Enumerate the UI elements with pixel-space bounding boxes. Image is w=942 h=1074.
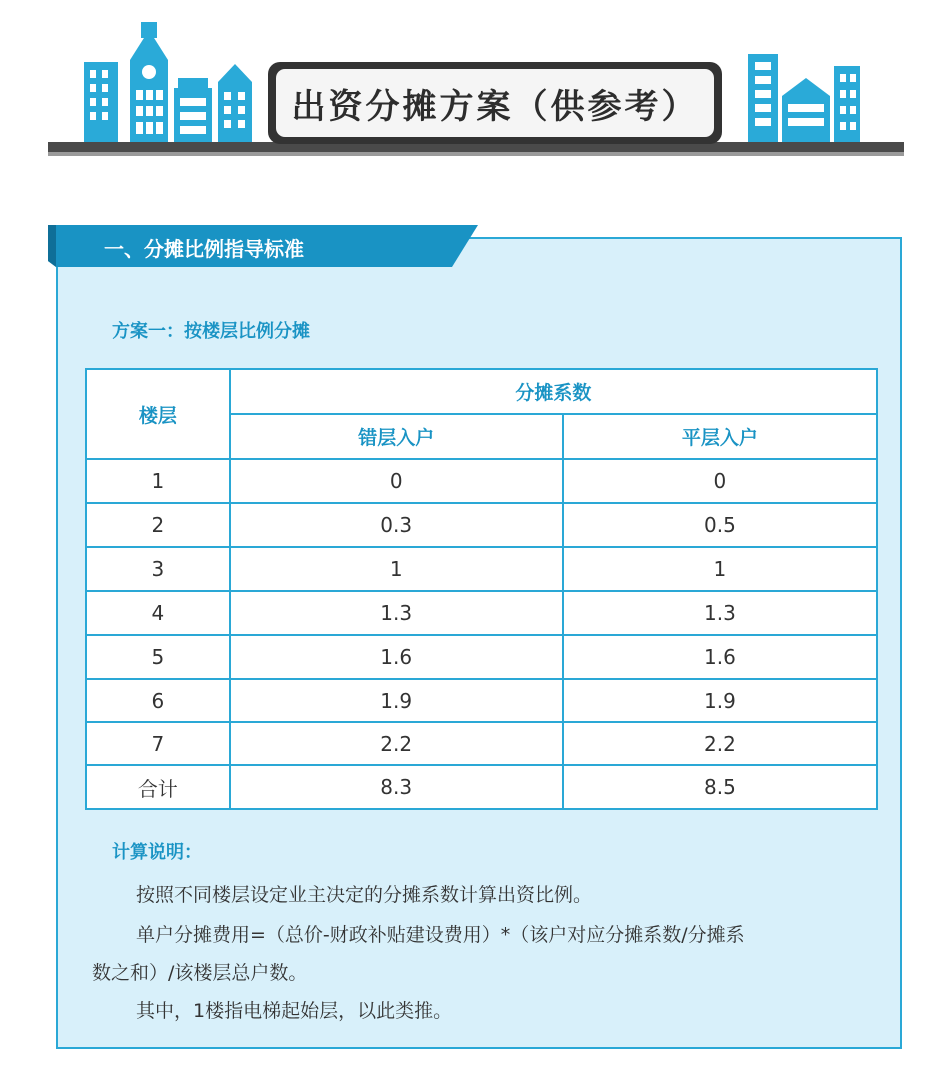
cell-floor: 1 xyxy=(86,459,230,503)
table-row xyxy=(86,503,877,547)
table-row xyxy=(86,722,877,765)
cell-split-level: 0.3 xyxy=(230,503,563,547)
plan-title: 方案一：按楼层比例分摊 xyxy=(112,321,310,342)
cell-split-level: 2.2 xyxy=(230,722,563,765)
cell-split-level: 1.9 xyxy=(230,679,563,722)
table-header-row xyxy=(86,369,877,414)
cell-floor: 3 xyxy=(86,547,230,591)
section-title: 一、分摊比例指导标准 xyxy=(104,237,304,261)
cell-flat-level: 1 xyxy=(563,547,877,591)
cell-split-level: 1 xyxy=(230,547,563,591)
cell-floor: 5 xyxy=(86,635,230,679)
cell-split-level: 1.3 xyxy=(230,591,563,635)
cell-split-level: 1.6 xyxy=(230,635,563,679)
page-title: 出资分摊方案（供参考） xyxy=(291,86,699,127)
cell-flat-level: 1.9 xyxy=(563,679,877,722)
allocation-table xyxy=(85,368,878,810)
cell-flat-level: 0 xyxy=(563,459,877,503)
cell-total-label: 合计 xyxy=(86,765,230,809)
table-row xyxy=(86,635,877,679)
building-left-4 xyxy=(218,82,252,142)
note-line-2: 单户分摊费用=（总价-财政补贴建设费用）*（该户对应分摊系数/分摊系 xyxy=(136,924,745,946)
header-floor: 楼层 xyxy=(86,369,230,459)
table-total-row xyxy=(86,765,877,809)
cell-floor: 4 xyxy=(86,591,230,635)
cell-flat-level: 2.2 xyxy=(563,722,877,765)
cell-flat-level: 1.3 xyxy=(563,591,877,635)
cell-total-split-level: 8.3 xyxy=(230,765,563,809)
cell-floor: 7 xyxy=(86,722,230,765)
header-split-level-entry: 错层入户 xyxy=(230,414,563,459)
building-left-1 xyxy=(84,62,118,142)
title-plate xyxy=(276,69,714,137)
note-line-3: 其中，1楼指电梯起始层，以此类推。 xyxy=(136,1000,453,1022)
calculation-title: 计算说明： xyxy=(112,842,202,863)
table-row xyxy=(86,459,877,503)
table-row xyxy=(86,679,877,722)
header-ground-shadow xyxy=(48,152,904,156)
cell-floor: 6 xyxy=(86,679,230,722)
header-flat-level-entry: 平层入户 xyxy=(563,414,877,459)
header-coefficient-group: 分摊系数 xyxy=(230,369,877,414)
note-line-1: 按照不同楼层设定业主决定的分摊系数计算出资比例。 xyxy=(136,884,593,906)
cell-floor: 2 xyxy=(86,503,230,547)
table-row xyxy=(86,591,877,635)
building-right-3 xyxy=(834,66,860,142)
cell-total-flat-level: 8.5 xyxy=(563,765,877,809)
table-row xyxy=(86,547,877,591)
cell-flat-level: 0.5 xyxy=(563,503,877,547)
note-line-2-cont: 数之和）/该楼层总户数。 xyxy=(92,962,308,984)
cell-flat-level: 1.6 xyxy=(563,635,877,679)
cell-split-level: 0 xyxy=(230,459,563,503)
